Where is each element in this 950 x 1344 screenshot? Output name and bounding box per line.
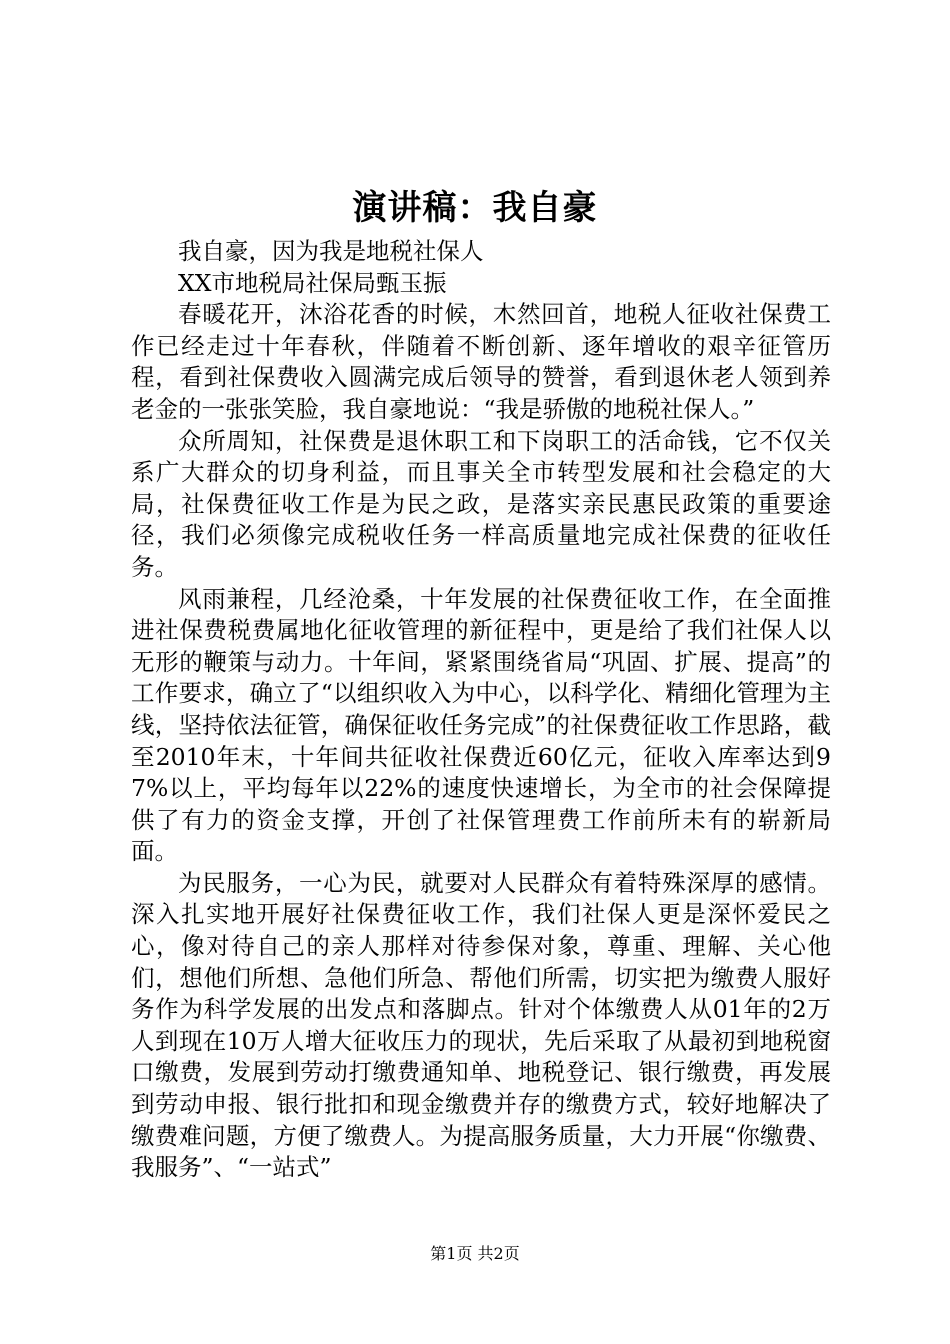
paragraph: 风雨兼程，几经沧桑，十年发展的社保费征收工作，在全面推进社保费税费属地化征收管理的新征程中，更是给了我们社保人以无形的鞭策与动力。十年间，紧紧围绕省局“巩固、扩展、提高”的工作要求，确立了“以组织收入为中心，以科学化、精细化管理为主线，坚持依法征管，确保征收任务完成”的社保费征收工作思路，截至2010年末，十年间共征收社保费近60亿元，征收入库率达到97%以上，平均每年以22%的速度快速增长，为全市的社会保障提供了有力的资金支撑，开创了社保管理费工作前所未有的崭新局面。 <box>131 584 831 866</box>
page-footer: 第1页 共2页 <box>430 1244 520 1263</box>
subtitle-line: 我自豪，因为我是地税社保人 <box>178 237 484 265</box>
author-line: XX市地税局社保局甄玉振 <box>178 268 447 297</box>
paragraph: 众所周知，社保费是退休职工和下岗职工的活命钱，它不仅关系广大群众的切身利益，而且事关全市转型发展和社会稳定的大局，社保费征收工作是为民之政，是落实亲民惠民政策的重要途径，我们必须像完成税收任务一样高质量地完成社保费的征收任务。 <box>131 426 831 581</box>
document-title: 演讲稿：我自豪 <box>352 188 598 228</box>
paragraph: 春暖花开，沐浴花香的时候，木然回首，地税人征收社保费工作已经走过十年春秋，伴随着不断创新、逐年增收的艰辛征管历程，看到社保费收入圆满完成后领导的赞誉，看到退休老人领到养老金的一张张笑脸，我自豪地说：“我是骄傲的地税社保人。” <box>131 300 831 423</box>
paragraph: 为民服务，一心为民，就要对人民群众有着特殊深厚的感情。深入扎实地开展好社保费征收工作，我们社保人更是深怀爱民之心，像对待自己的亲人那样对待参保对象，尊重、理解、关心他们，想他们所想、急他们所急、帮他们所需，切实把为缴费人服好务作为科学发展的出发点和落脚点。针对个体缴费人从01年的2万人到现在10万人增大征收压力的现状，先后采取了从最初到地税窗口缴费，发展到劳动打缴费通知单、地税登记、银行缴费，再发展到劳动申报、银行批扣和现金缴费并存的缴费方式，较好地解决了缴费难问题，方便了缴费人。为提高服务质量，大力开展“你缴费、我服务”、“一站式” <box>131 868 831 1182</box>
document-body <box>131 236 831 1184</box>
